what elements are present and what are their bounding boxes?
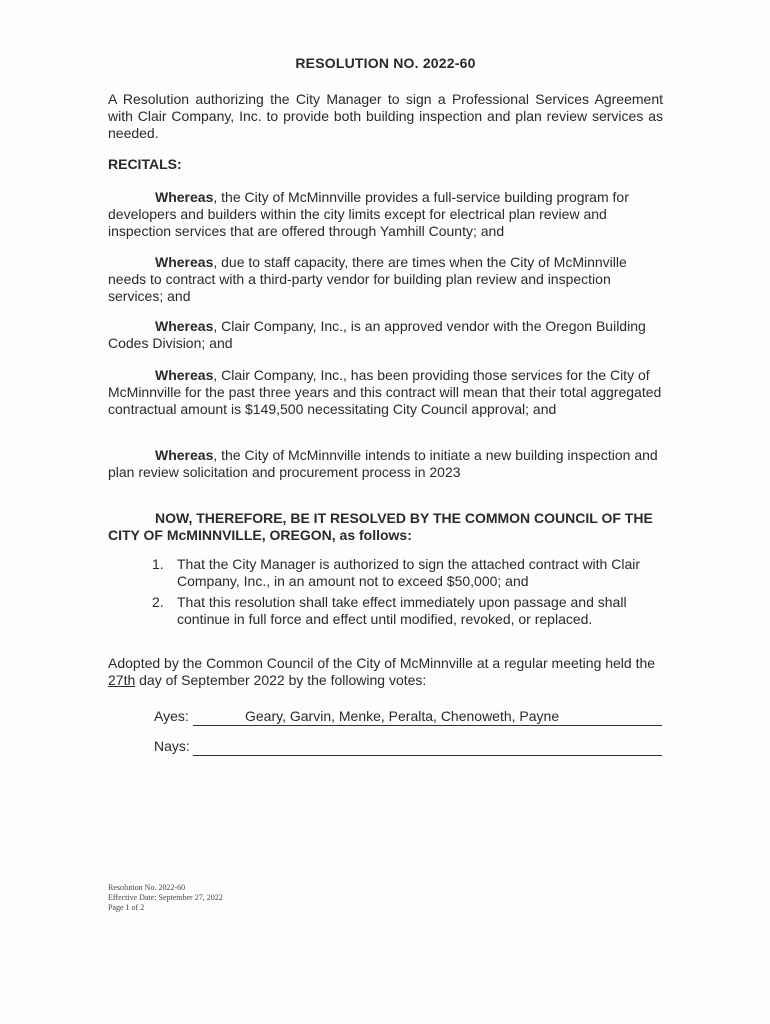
adoption-pre: Adopted by the Common Council of the City of McMinnville at a regular meeting held the: [108, 655, 656, 671]
recital-paragraph: [108, 254, 663, 305]
recitals-heading: RECITALS:: [108, 156, 182, 172]
recital-paragraph: [108, 447, 663, 481]
recital-text: , the City of McMinnville provides a full-service building program for developers and builders within the city limits except for electrical plan review and inspection services that are offered through Yamhill County; and: [108, 189, 629, 239]
recital-text: , due to staff capacity, there are times when the City of McMinnville needs to contract with a third-party vendor for building plan review and inspection services; and: [108, 254, 627, 304]
recital-lead: Whereas: [155, 447, 214, 463]
resolution-item: [152, 556, 667, 590]
resolution-intro: A Resolution authorizing the City Manager to sign a Professional Services Agreement with Clair Company, Inc. to provide both building inspection and plan review services as needed.: [108, 91, 663, 141]
adoption-statement: [108, 655, 663, 689]
footer-resolution-number: Resolution No. 2022-60: [108, 883, 186, 892]
recital-lead: Whereas: [155, 254, 214, 270]
item-text: That this resolution shall take effect immediately upon passage and shall continue in full force and effect until modified, revoked, or replaced.: [177, 594, 627, 627]
item-text: That the City Manager is authorized to sign the attached contract with Clair Company, Inc., in an amount not to exceed $50,000; and: [177, 556, 641, 589]
item-number: 2.: [152, 594, 164, 610]
ayes-label: Ayes:: [154, 708, 189, 724]
recital-lead: Whereas: [155, 367, 214, 383]
recital-paragraph: [108, 367, 663, 418]
footer-page-number: Page 1 of 2: [108, 903, 145, 912]
recital-paragraph: [108, 189, 663, 240]
recital-text: , Clair Company, Inc., has been providing those services for the City of McMinnville for the past three years and this contract will mean that their total aggregated contractual amount is $149,500 necessitating City Council approval; and: [108, 367, 662, 417]
recital-text: , Clair Company, Inc., is an approved vendor with the Oregon Building Codes Division; and: [108, 318, 646, 351]
page-footer: [108, 883, 223, 913]
ayes-value: Geary, Garvin, Menke, Peralta, Chenoweth, Payne: [245, 708, 560, 724]
resolved-clause: NOW, THEREFORE, BE IT RESOLVED BY THE COMMON COUNCIL OF THE CITY OF McMINNVILLE, OREGON, as follows:: [108, 510, 653, 543]
nays-line: [193, 738, 662, 756]
recital-lead: Whereas: [155, 189, 214, 205]
item-number: 1.: [152, 556, 164, 572]
adoption-post: day of September 2022 by the following votes:: [135, 672, 427, 688]
footer-effective-date: Effective Date: September 27, 2022: [108, 893, 223, 902]
resolution-item: [152, 594, 667, 628]
resolution-title: RESOLUTION NO. 2022-60: [295, 55, 476, 71]
adoption-day: 27th: [108, 672, 136, 688]
recital-lead: Whereas: [155, 318, 214, 334]
recital-text: , the City of McMinnville intends to initiate a new building inspection and plan review solicitation and procurement process in 2023: [108, 447, 658, 480]
ayes-line: [193, 708, 662, 726]
nays-label: Nays:: [154, 738, 190, 754]
recital-paragraph: [108, 318, 663, 352]
